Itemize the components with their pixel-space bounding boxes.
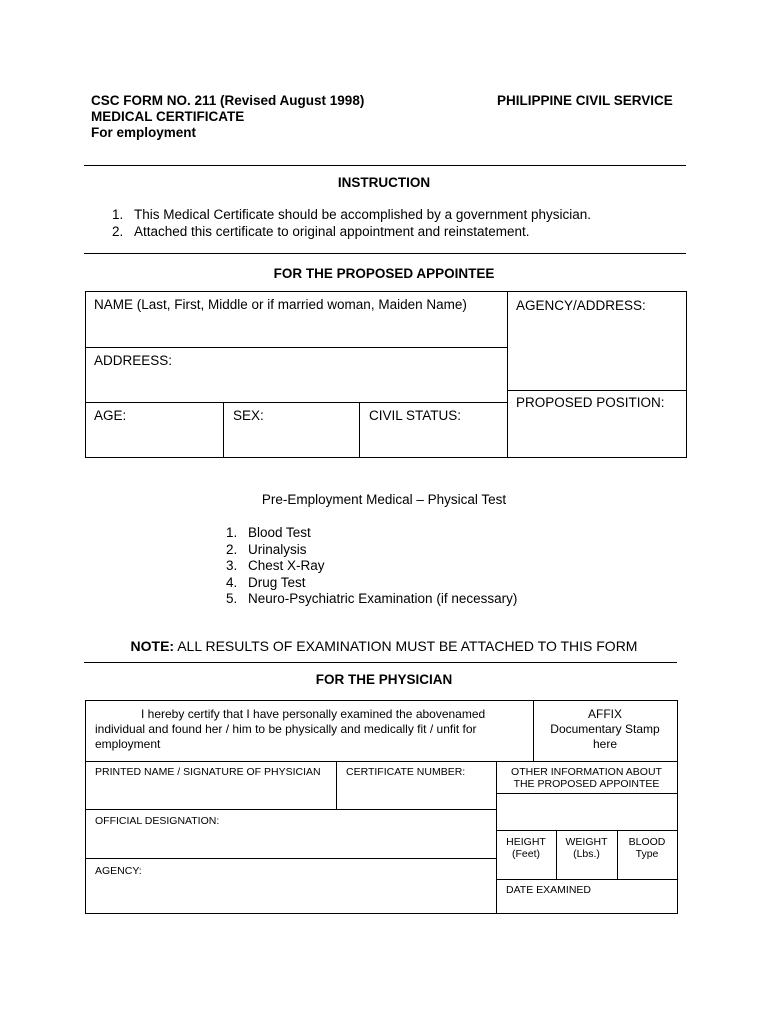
agency-field-label: AGENCY: (95, 865, 142, 877)
form-subtitle: For employment (91, 125, 197, 140)
form-title: MEDICAL CERTIFICATE (91, 109, 245, 124)
test-item: 5. Neuro-Psychiatric Examination (if necessary) (226, 591, 518, 606)
weight-label: WEIGHT (Lbs.) (565, 836, 608, 860)
instruction-title: INSTRUCTION (337, 175, 431, 190)
physician-table (85, 700, 678, 914)
header-divider (84, 165, 686, 166)
tests-title: Pre-Employment Medical – Physical Test (261, 492, 507, 507)
other-info-heading: OTHER INFORMATION ABOUT THE PROPOSED APPOINTEE (511, 766, 662, 790)
date-examined-label: DATE EXAMINED (506, 884, 591, 896)
appointee-table (85, 291, 687, 458)
note-line (0, 638, 768, 654)
sex-field-label: SEX: (233, 408, 264, 423)
certificate-number-label: CERTIFICATE NUMBER: (346, 766, 466, 778)
documentary-stamp-area: AFFIX Documentary Stamp here (550, 707, 660, 751)
civil-status-field-label: CIVIL STATUS: (369, 408, 462, 423)
age-field-label: AGE: (94, 408, 127, 423)
test-item: 3. Chest X-Ray (226, 558, 325, 573)
instruction-item: 1. This Medical Certificate should be accomplished by a government physician. (112, 207, 591, 222)
note-divider (84, 662, 677, 663)
form-number: CSC FORM NO. 211 (Revised August 1998) (91, 93, 365, 108)
official-designation-label: OFFICIAL DESIGNATION: (95, 815, 220, 827)
instruction-list (112, 207, 591, 240)
test-item: 1. Blood Test (226, 525, 311, 540)
address-field-label: ADDREESS: (94, 353, 173, 368)
form-header-left (91, 93, 364, 141)
appointee-title: FOR THE PROPOSED APPOINTEE (273, 266, 495, 281)
instruction-divider (84, 253, 686, 254)
tests-list (226, 525, 517, 608)
certification-statement: I hereby certify that I have personally examined the abovenamed individual and found her / him to be physically and medically fit / unfit for employment (95, 707, 486, 751)
agency-address-field-label: AGENCY/ADDRESS: (516, 298, 646, 313)
height-label: HEIGHT (Feet) (506, 836, 546, 860)
physician-title: FOR THE PHYSICIAN (315, 672, 453, 687)
test-item: 4. Drug Test (226, 574, 306, 590)
agency-name: PHILIPPINE CIVIL SERVICE (497, 93, 673, 108)
blood-type-label: BLOOD Type (628, 836, 666, 860)
proposed-position-field-label: PROPOSED POSITION: (516, 395, 665, 410)
physician-name-label: PRINTED NAME / SIGNATURE OF PHYSICIAN (95, 766, 321, 778)
note-label: NOTE: (130, 638, 175, 654)
test-item: 2. Urinalysis (226, 541, 307, 557)
note-text: ALL RESULTS OF EXAMINATION MUST BE ATTACHED TO THIS FORM (177, 638, 638, 654)
name-field-label: NAME (Last, First, Middle or if married woman, Maiden Name) (94, 297, 467, 312)
instruction-item: 2. Attached this certificate to original appointment and reinstatement. (112, 223, 530, 239)
